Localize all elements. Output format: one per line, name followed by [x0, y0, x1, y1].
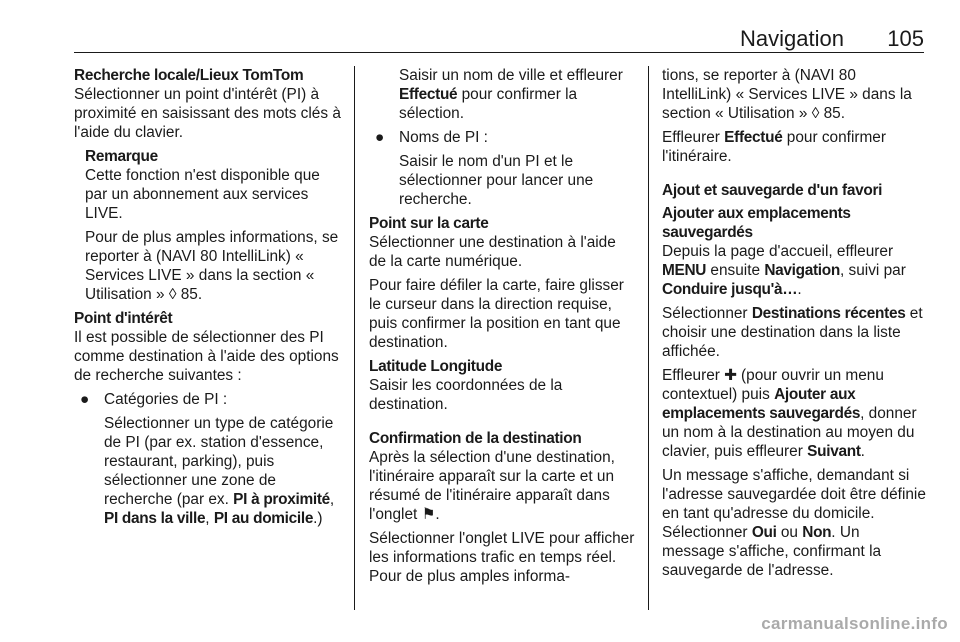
paragraph: Pour faire défiler la carte, faire glisser le curseur dans la direction requise, puis confirmer la position en tant que destination. [369, 277, 624, 351]
paragraph: Un message s'affiche, demandant si l'adresse sauvegardée doit être définie en tant qu'adresse du domicile. Sélectionner Oui ou Non. Un message s'affiche, confirmant la sauvegarde de l'adresse. [662, 467, 926, 579]
note-text: Pour de plus amples informations, se reporter à (NAVI 80 IntelliLink) « Services LIVE » dans la section « Utilisation » ◊ 85. [85, 229, 339, 303]
heading-add-favorite: Ajout et sauvegarde d'un favori [662, 182, 883, 199]
heading-poi: Point d'intérêt [74, 310, 173, 327]
watermark: carmanualsonline.info [761, 614, 948, 633]
paragraph: Effleurer Effectué pour confirmer l'itinéraire. [662, 129, 886, 165]
list-item [74, 390, 344, 409]
heading-lat-long: Latitude Longitude [369, 358, 503, 375]
paragraph: tions, se reporter à (NAVI 80 IntelliLink) « Services LIVE » dans la section « Utilisation » ◊ 85. [662, 67, 912, 122]
heading-local-search: Recherche locale/Lieux TomTom [74, 67, 304, 84]
note-text: Cette fonction n'est disponible que par un abonnement aux services LIVE. [85, 167, 320, 222]
list-item-text: Saisir un nom de ville et effleurer Effectué pour confirmer la sélection. [399, 67, 623, 122]
section-title: Navigation [740, 26, 844, 51]
bullet-icon: ● [80, 391, 90, 408]
column-3 [662, 66, 926, 585]
note-box [85, 147, 344, 304]
list-item-label: Noms de PI : [399, 129, 488, 146]
heading-confirm-destination: Confirmation de la destination [369, 430, 582, 447]
note-title: Remarque [85, 148, 158, 165]
list-item-text: Sélectionner un type de catégorie de PI (par ex. station d'essence, restaurant, parking), puis sélectionner une zone de recherche (par ex. PI à proximité, PI dans la ville, PI au domicile.) [104, 415, 335, 527]
column-2 [369, 66, 635, 591]
paragraph: Il est possible de sélectionner des PI comme destination à l'aide des options de recherche suivantes : [74, 329, 339, 384]
paragraph: Sélectionner l'onglet LIVE pour afficher les informations trafic en temps réel. Pour de plus amples informa- [369, 530, 635, 585]
paragraph: Saisir les coordonnées de la destination. [369, 377, 563, 413]
heading-map-point: Point sur la carte [369, 215, 489, 232]
page-number: 105 [887, 26, 924, 51]
bullet-icon: ● [375, 129, 385, 146]
heading-add-saved: Ajouter aux emplacements sauvegardés [662, 205, 851, 241]
column-divider [354, 66, 355, 610]
plus-icon: ✚ [724, 367, 737, 384]
list-item [369, 128, 635, 147]
paragraph: Après la sélection d'une destination, l'itinéraire apparaît sur la carte et un résumé de l'itinéraire apparaît dans l'onglet ⚑. [369, 449, 615, 523]
column-divider [648, 66, 649, 610]
column-1 [74, 66, 344, 533]
paragraph: Depuis la page d'accueil, effleurer MENU ensuite Navigation, suivi par Conduire jusqu'à…. [662, 243, 906, 298]
paragraph: Sélectionner une destination à l'aide de la carte numérique. [369, 234, 616, 270]
list-item-text: Saisir le nom d'un PI et le sélectionner pour lancer une recherche. [399, 153, 594, 208]
list-item-label: Catégories de PI : [104, 391, 228, 408]
paragraph: Effleurer ✚ (pour ouvrir un menu contextuel) puis Ajouter aux emplacements sauvegardés, donner un nom à la destination au moyen du clavier, puis effleurer Suivant. [662, 367, 917, 460]
paragraph: Sélectionner Destinations récentes et choisir une destination dans la liste affichée. [662, 305, 923, 360]
page-header [74, 26, 924, 53]
paragraph: Sélectionner un point d'intérêt (PI) à proximité en saisissant des mots clés à l'aide du clavier. [74, 86, 341, 141]
